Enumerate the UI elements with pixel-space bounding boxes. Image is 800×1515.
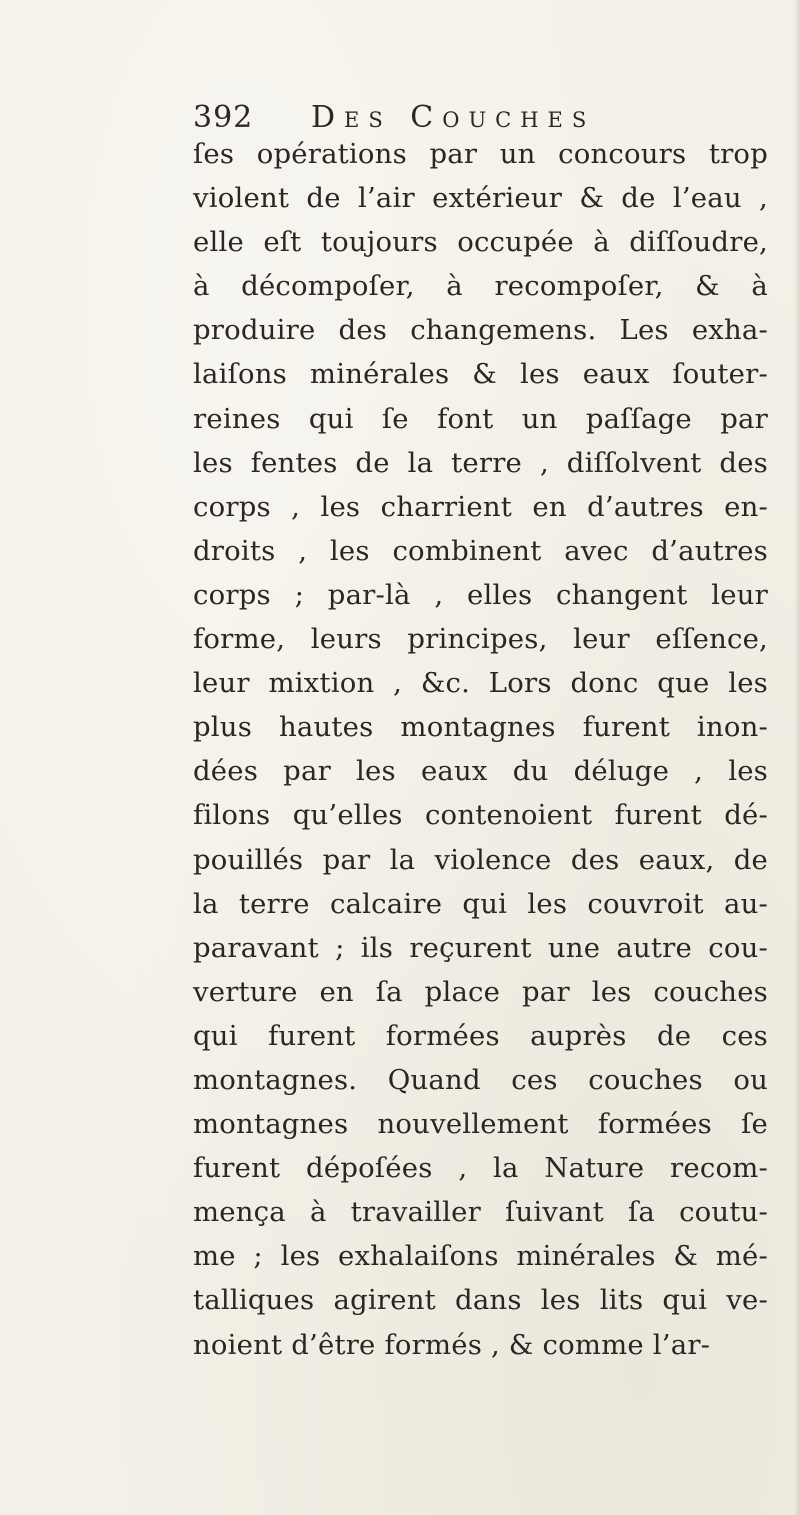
text-line: droits , les combinent avec d’autres [193, 534, 768, 567]
text-line: qui furent formées auprès de ces [193, 1019, 768, 1052]
text-line: les fentes de la terre , diſſolvent des [193, 446, 768, 479]
text-line: laiſons minérales & les eaux ſouter- [193, 358, 768, 391]
running-head: Des Couches [311, 100, 596, 135]
text-line: forme, leurs principes, leur eſſence, [193, 623, 768, 656]
text-line: à décompoſer, à recompoſer, & à [193, 270, 768, 303]
text-line: ſes opérations par un concours trop [193, 138, 768, 170]
text-line: noient d’être formés , & comme l’ar- [193, 1328, 711, 1361]
text-line: elle eſt toujours occupée à diſſoudre, [193, 226, 768, 259]
text-line: verture en ſa place par les couches [193, 975, 768, 1008]
text-line: mença à travailler ſuivant ſa coutu- [193, 1196, 768, 1229]
text-line: la terre calcaire qui les couvroit au- [193, 887, 768, 920]
text-line: paravant ; ils reçurent une autre cou- [193, 931, 768, 964]
text-line: montagnes. Quand ces couches ou [193, 1063, 768, 1096]
text-line: talliques agirent dans les lits qui ve- [193, 1284, 768, 1317]
text-line: dées par les eaux du déluge , les [193, 755, 768, 788]
text-line: corps ; par-là , elles changent leur [193, 578, 768, 611]
text-line: produire des changemens. Les exha- [193, 314, 768, 347]
page-number: 392 [193, 100, 254, 135]
text-line: reines qui ſe font un paſſage par [193, 402, 768, 435]
body-text [193, 132, 768, 1367]
text-line: violent de l’air extérieur & de l’eau , [193, 182, 768, 215]
text-line: corps , les charrient en d’autres en- [193, 490, 768, 523]
page-edge-shadow [794, 0, 800, 1515]
text-line: montagnes nouvellement formées ſe [193, 1108, 768, 1141]
text-line: leur mixtion , &c. Lors donc que les [193, 667, 768, 700]
text-line: me ; les exhalaiſons minérales & mé- [193, 1240, 768, 1273]
text-line: pouillés par la violence des eaux, de [193, 843, 768, 876]
text-line: plus hautes montagnes furent inon- [193, 711, 768, 744]
text-line: furent dépoſées , la Nature recom- [193, 1152, 768, 1185]
text-line: filons qu’elles contenoient furent dé- [193, 799, 768, 832]
